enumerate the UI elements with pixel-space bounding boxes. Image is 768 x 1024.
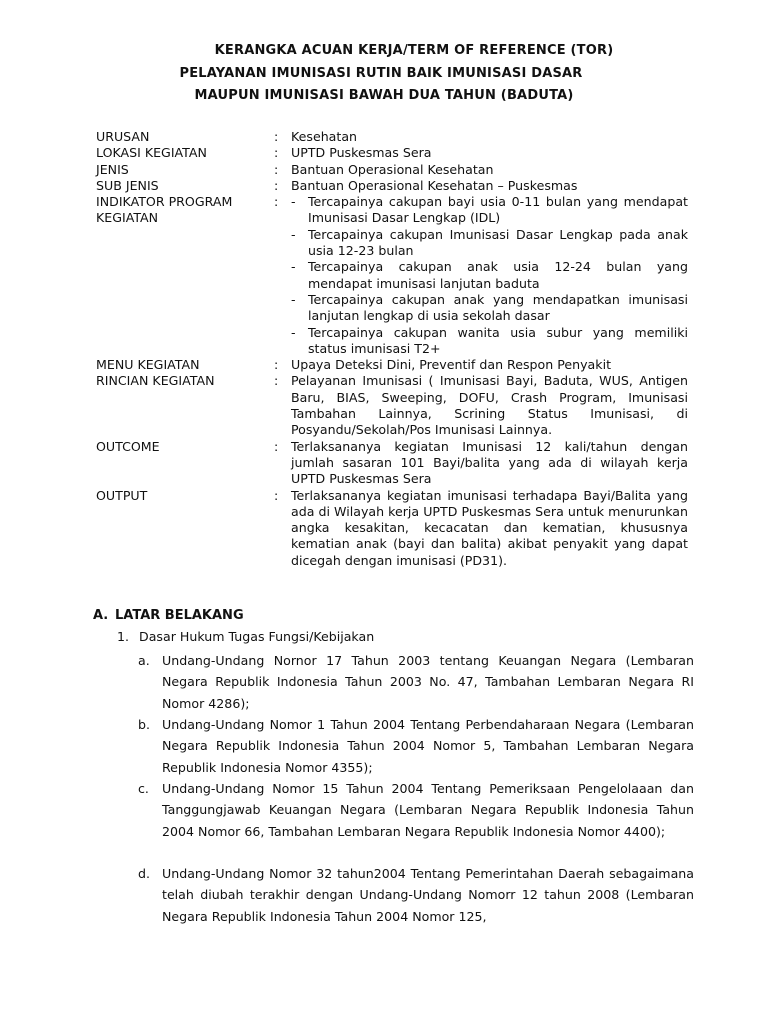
info-row-urusan [96, 129, 688, 145]
indicator-item [291, 227, 688, 260]
info-row-sub-jenis [96, 178, 688, 194]
law-letter: d. [138, 866, 150, 881]
doc-title-line-2: PELAYANAN IMUNISASI RUTIN BAIK IMUNISASI DASAR [179, 66, 583, 81]
subsection-number: 1. [117, 629, 130, 644]
doc-title-line-3: MAUPUN IMUNISASI BAWAH DUA TAHUN (BADUTA) [194, 88, 574, 103]
dash-bullet: - [291, 259, 296, 275]
dash-bullet: - [291, 291, 296, 307]
indicator-text: Tercapainya cakupan anak usia 12-24 bulan yang mendapat imunisasi lanjutan baduta [308, 259, 688, 291]
subsection-title: Dasar Hukum Tugas Fungsi/Kebijakan [139, 629, 375, 644]
law-item-a [138, 650, 694, 714]
info-row-lokasi [96, 145, 688, 161]
dash-bullet: - [291, 324, 296, 340]
subsection-heading [117, 629, 374, 644]
info-value: Upaya Deteksi Dini, Preventif dan Respon Penyakit [291, 357, 612, 373]
indicator-text: Tercapainya cakupan wanita usia subur yang memiliki status imunisasi T2+ [308, 324, 688, 356]
indicator-text: Tercapainya cakupan bayi usia 0-11 bulan yang mendapat Imunisasi Dasar Lengkap (IDL) [308, 194, 688, 226]
law-item-b [138, 714, 694, 778]
dash-bullet: - [291, 226, 296, 242]
law-text: Undang-Undang Nomor 15 Tahun 2004 Tentang Pemeriksaan Pengelolaaan dan Tanggungjawab Keuangan Negara (Lembaran Negara Republik Indonesia Tahun 2004 Nomor 66, Tambahan Lembaran Negara Republik Indonesia Nomor 4400); [162, 781, 694, 839]
section-heading [93, 608, 244, 623]
law-item-c [138, 778, 694, 842]
separator: : [274, 438, 279, 454]
info-value: Bantuan Operasional Kesehatan – Puskesmas [291, 177, 578, 193]
separator: : [274, 373, 279, 389]
separator: : [274, 161, 279, 177]
info-row-jenis [96, 162, 688, 178]
section-letter: A. [93, 608, 109, 623]
law-text: Undang-Undang Nomor 32 tahun2004 Tentang Pemerintahan Daerah sebagaimana telah diubah terakhir dengan Undang-Undang Nomorr 12 tahun 2008 (Lembaran Negara Republik Indonesia Tahun 2004 Nomor 125, [162, 866, 694, 924]
info-value: Kesehatan [291, 129, 358, 144]
indicator-item [291, 292, 688, 325]
info-table [96, 129, 688, 569]
separator: : [274, 145, 279, 161]
law-text: Undang-Undang Nomor 1 Tahun 2004 Tentang Perbendaharaan Negara (Lembaran Negara Republik Indonesia Tahun 2004 Nomor 5, Tambahan Lembaran Negara Republik Indonesia Nomor 4355); [162, 717, 694, 775]
info-label: SUB JENIS [96, 177, 159, 193]
info-row-output [96, 488, 688, 569]
indicator-text: Tercapainya cakupan anak yang mendapatkan imunisasi lanjutan lengkap di usia sekolah dasar [308, 291, 688, 324]
separator: : [274, 487, 279, 503]
info-label [96, 194, 274, 357]
info-label: RINCIAN KEGIATAN [96, 373, 215, 389]
info-value: Terlaksananya kegiatan Imunisasi 12 kali/tahun dengan jumlah sasaran 101 Bayi/balita yang ada di wilayah kerja UPTD Puskesmas Sera [291, 438, 688, 487]
info-label-line: INDIKATOR PROGRAM [96, 194, 233, 210]
doc-title-line-1: KERANGKA ACUAN KERJA/TERM OF REFERENCE (TOR) [214, 43, 614, 58]
separator: : [274, 129, 279, 144]
indicator-text: Tercapainya cakupan Imunisasi Dasar Lengkap pada anak usia 12-23 bulan [308, 226, 688, 259]
info-label: MENU KEGIATAN [96, 357, 200, 373]
info-row-indikator [96, 194, 688, 357]
dash-bullet: - [291, 194, 296, 210]
info-label: OUTCOME [96, 438, 160, 454]
info-row-rincian [96, 373, 688, 438]
law-text: Undang-Undang Nornor 17 Tahun 2003 tentang Keuangan Negara (Lembaran Negara Republik Indonesia Tahun 2003 No. 47, Tambahan Lembaran Negara RI Nomor 4286); [162, 653, 694, 711]
info-value: Pelayanan Imunisasi ( Imunisasi Bayi, Baduta, WUS, Antigen Baru, BIAS, Sweeping, DOFU, Crash Program, Imunisasi Tambahan Lainnya, Scrining Status Imunisasi, di Posyandu/Sekolah/Pos Imunisasi Lainnya. [291, 373, 688, 438]
info-row-menu [96, 357, 688, 373]
separator: : [274, 357, 279, 373]
info-value: Terlaksananya kegiatan imunisasi terhadapa Bayi/Balita yang ada di Wilayah kerja UPTD Puskesmas Sera untuk menurunkan angka kesakitan, kecacatan dan kematian, khususnya kematian anak (bayi dan balita) akibat penyakit yang dapat dicegah dengan imunisasi (PD31). [291, 487, 688, 568]
law-letter: c. [138, 781, 149, 796]
separator: : [274, 177, 279, 193]
info-row-outcome [96, 439, 688, 488]
separator: : [274, 194, 279, 210]
info-value: Bantuan Operasional Kesehatan [291, 161, 494, 177]
law-item-d [138, 863, 694, 927]
indicator-item [291, 325, 688, 358]
info-label: URUSAN [96, 129, 150, 144]
section-title: LATAR BELAKANG [115, 608, 244, 623]
info-label: JENIS [96, 161, 129, 177]
info-label: LOKASI KEGIATAN [96, 145, 207, 161]
info-value: UPTD Puskesmas Sera [291, 145, 432, 161]
law-letter: a. [138, 653, 150, 668]
indicator-list [291, 194, 688, 357]
indicator-item [291, 194, 688, 227]
law-letter: b. [138, 717, 150, 732]
info-label-line: KEGIATAN [96, 210, 159, 226]
info-label: OUTPUT [96, 487, 148, 503]
indicator-item [291, 259, 688, 292]
